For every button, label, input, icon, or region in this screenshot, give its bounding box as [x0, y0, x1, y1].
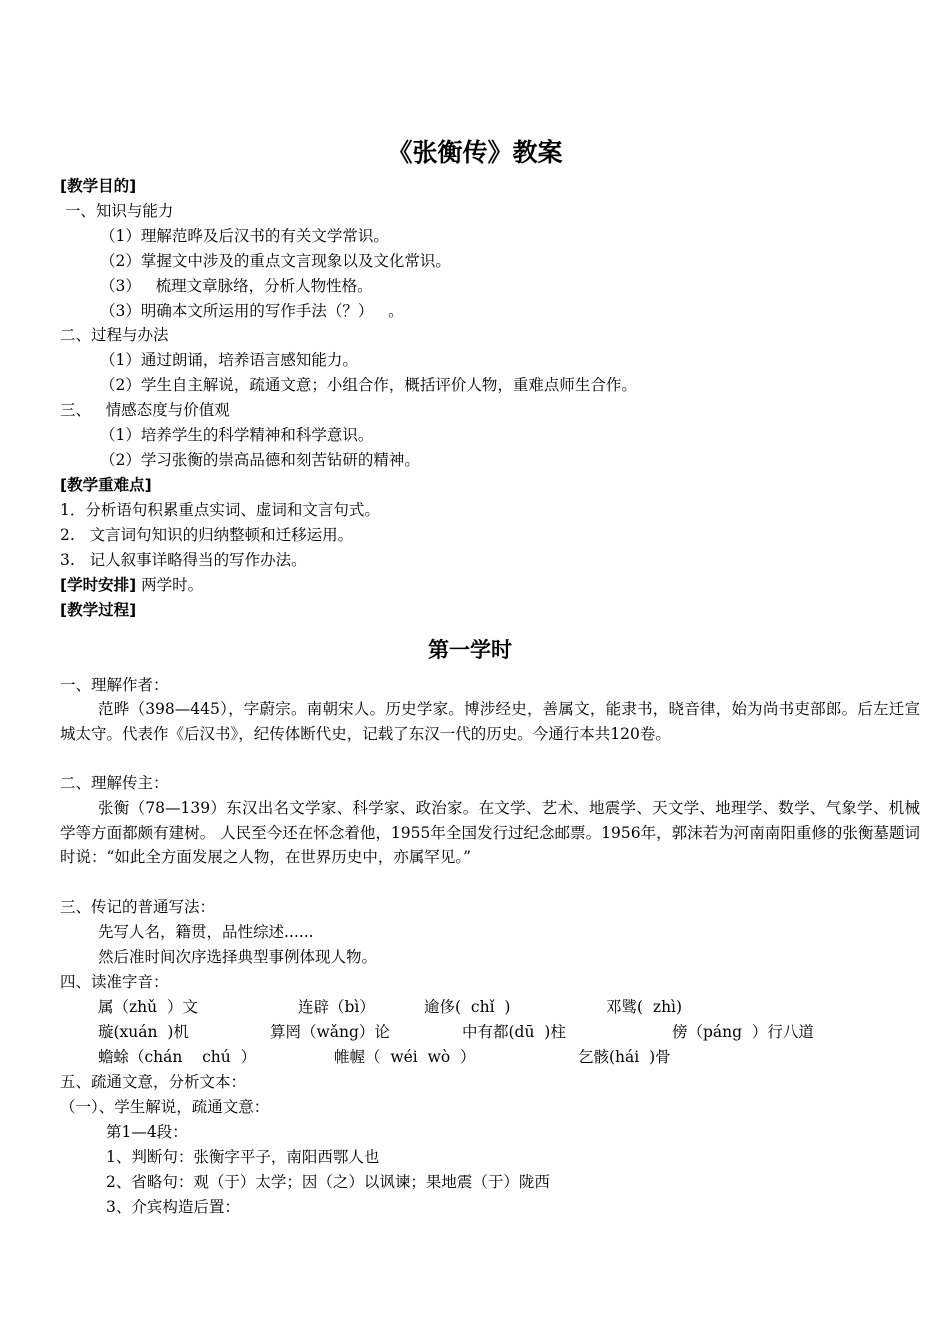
lesson-1-title: 第一学时: [428, 638, 512, 662]
author-paragraph: 范晔（398—445），字蔚宗。南朝宋人。历史学家。博涉经史，善属文，能隶书，晓音律，始为尚书吏部郎。后左迁宣城太守。代表作《后汉书》，纪传体断代史，记载了东汉一代的历史。今通行本共120卷。: [60, 700, 920, 743]
process-heading: [教学过程]: [60, 601, 137, 619]
objectives-heading: [教学目的]: [60, 177, 137, 195]
objectives-item: （1）培养学生的科学精神和科学意识。: [100, 426, 374, 444]
schedule-line: [60, 573, 203, 597]
pronunciation-heading: 四、读准字音：: [60, 973, 169, 991]
schedule-heading: [学时安排]: [60, 576, 137, 594]
comprehension-subheading: （一）、学生解说，疏通文意：: [60, 1098, 270, 1116]
method-line: 先写人名，籍贯，品性综述......: [98, 923, 314, 941]
document-title: 《张衡传》教案: [387, 138, 563, 167]
objectives-item: （3） 梳理文章脉络，分析人物性格。: [100, 277, 373, 295]
comprehension-heading: 五、疏通文意，分析文本：: [60, 1073, 247, 1091]
pronunciation-item: 算罔（wǎng）论: [270, 1023, 390, 1041]
pronunciation-item: 中有都(dū )柱: [462, 1023, 566, 1041]
pronunciation-item: 璇(xuán )机: [98, 1023, 189, 1041]
pronunciation-item: 连辟（bì）: [298, 998, 375, 1016]
difficulties-item: 1．分析语句积累重点实词、虚词和文言句式。: [60, 501, 380, 519]
subject-paragraph: 张衡（78—139）东汉出名文学家、科学家、政治家。在文学、艺术、地震学、天文学、地理学、数学、气象学、机械学等方面都颇有建树。 人民至今还在怀念着他，1955年全国发行过纪念邮票。1956年，郭沫若为河南南阳重修的张衡墓题词时说：“如此全方面发展之人物，在世界历史中，亦属罕见。”: [60, 799, 920, 866]
pronunciation-item: 蟾蜍（chán chú ）: [98, 1048, 257, 1066]
author-heading: 一、理解作者：: [60, 676, 169, 694]
difficulties-item: 3. 记人叙事详略得当的写作办法。: [60, 551, 307, 569]
objectives-item: （2）掌握文中涉及的重点文言现象以及文化常识。: [100, 252, 451, 270]
pronunciation-item: 帷幄（ wéi wò ）: [334, 1048, 476, 1066]
objectives-item: （1）理解范晔及后汉书的有关文学常识。: [100, 227, 389, 245]
method-heading: 三、传记的普通写法：: [60, 898, 216, 916]
schedule-text: 两学时。: [136, 576, 204, 594]
difficulties-item: 2. 文言词句知识的归纳整顿和迁移运用。: [60, 526, 354, 544]
objectives-item: （1）通过朗诵，培养语言感知能力。: [100, 351, 358, 369]
pronunciation-item: 乞骸(hái )骨: [578, 1048, 671, 1066]
paragraph-range: 第1—4段：: [106, 1123, 188, 1141]
objectives-section-1-heading: 一、知识与能力: [60, 202, 174, 220]
subject-heading: 二、理解传主：: [60, 774, 169, 792]
objectives-section-3-heading: 三、 情感态度与价值观: [60, 401, 230, 419]
objectives-item: （2）学生自主解说，疏通文意；小组合作，概括评价人物，重难点师生合作。: [100, 376, 637, 394]
pronunciation-item: 邓骘( zhì): [606, 998, 683, 1016]
difficulties-heading: [教学重难点]: [60, 476, 152, 494]
pronunciation-item: 属（zhǔ ）文: [98, 998, 198, 1016]
comprehension-item: 2、省略句：观（于）太学；因（之）以讽谏；果地震（于）陇西: [106, 1173, 550, 1191]
pronunciation-item: 逾侈( chǐ ): [424, 998, 511, 1016]
pronunciation-item: 傍（páng ）行八道: [672, 1023, 814, 1041]
objectives-item: （2）学习张衡的崇高品德和刻苦钻研的精神。: [100, 451, 420, 469]
comprehension-item: 1、判断句：张衡字平子，南阳西鄂人也: [106, 1148, 380, 1166]
comprehension-item: 3、介宾构造后置：: [106, 1198, 240, 1216]
objectives-section-2-heading: 二、过程与办法: [60, 326, 169, 344]
method-line: 然后准时间次序选择典型事例体现人物。: [98, 948, 378, 966]
objectives-item: （3）明确本文所运用的写作手法（？） 。: [100, 302, 404, 320]
